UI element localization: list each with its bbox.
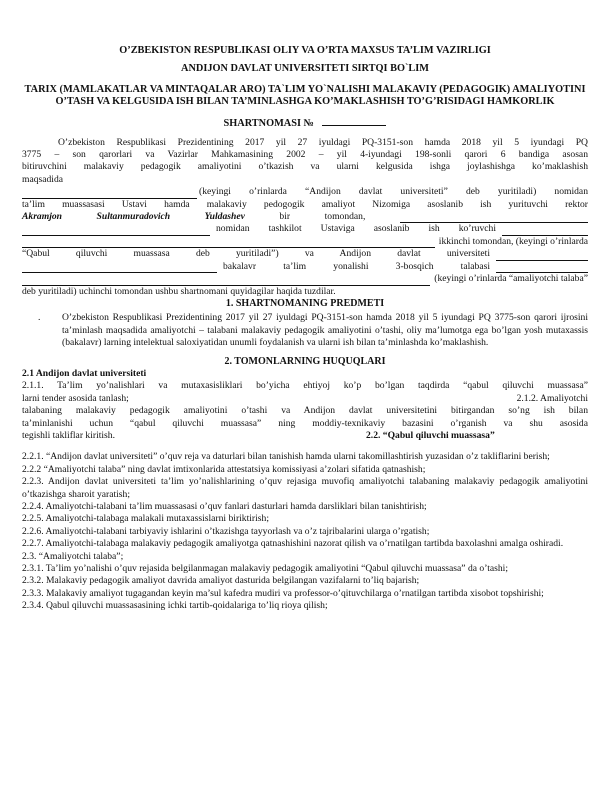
subsection-2-3-title: 2.3. “Amaliyotchi talaba”; xyxy=(22,550,124,562)
clause-2-3-2: 2.3.2. Malakaviy pedagogik amaliyot davrida amaliyot dasturida belgilangan vazifalarni to’liq bajarish; xyxy=(22,575,420,587)
clause-2-3-3: 2.3.3. Malakaviy amaliyot tugagandan keyin ma’sul kafedra mudiri va professor-o’qituvchilarga o’rnatilgan tartibda xisobot topshirishi; xyxy=(22,587,544,599)
clause-text: larni tender asosida tanlash; xyxy=(22,392,129,404)
preamble-line xyxy=(22,174,588,186)
clause-2-2-6: 2.2.6. Amaliyotchi-talabani tarbiyaviy ishlarini o’tkazishga tayyorlash va o’z tajribalarini ularga o’rgatish; xyxy=(22,525,430,537)
organization-blank xyxy=(400,213,588,223)
preamble-line xyxy=(22,186,588,198)
section-1-item xyxy=(22,312,588,349)
preamble-line: 3775 – son qarorlari va Vazirlar Mahkamasining 2002 – yil 4-iyundagi 198-sonli qarori 6 bandiga asosan xyxy=(22,149,588,161)
contract-title xyxy=(22,116,588,130)
preamble-text: nomidan tashkilot Ustaviga asoslanib ish ko’ruvchi xyxy=(216,223,496,235)
section-1-text: O’zbekiston Respublikasi Prezidentining 2017 yil 27 iyuldagi PQ-3151-son hamda 2018 yil 5 iyundagi PQ 3775-son qarori ijrosini ta’minlash maqsadida amaliyotchi – talabani malakaviy pedagogik amaliyotini o’tashi, oliy ma’lumotga ega bo’lgan yosh mutaxassis (bakalavr) larning intelektual saloxiyatidan unumli foydalanish va ularni ish bilan ta’minlashda ko’maklashish. xyxy=(62,312,588,349)
preamble-line xyxy=(22,248,588,260)
preamble-line xyxy=(22,211,588,223)
preamble xyxy=(22,137,588,298)
clause-2-2-2: 2.2.2 “Amaliyotchi talaba” ning davlat imtixonlarida attestatsiya komissiyasi a’zolari sifatida qatnashish; xyxy=(22,463,426,475)
clause-2-1-1: 2.1.1. Ta’lim yo’nalishlari va mutaxasisliklari bo’yicha ehtiyoj ko’p bo’lgan taqdirda “qabul qiluvchi muassasa” xyxy=(22,380,588,392)
preamble-text: bakalavr ta’lim yonalishi 3-bosqich talabasi xyxy=(223,260,490,272)
rector-name-patronymic: Sultanmuradovich xyxy=(96,211,171,223)
preamble-line: ta’lim muassasasi Ustavi hamda malakaviy pedogogik amaliyot Nizomiga asoslanib ish yurituvchi rektor xyxy=(22,198,588,210)
organization-name-blank xyxy=(22,226,210,236)
student-name-blank xyxy=(22,276,430,286)
preamble-text: ikkinchi tomondan, (keyingi o’rinlarda xyxy=(438,235,588,247)
preamble-line: deb yuritiladi) uchinchi tomondan ushbu shartnomani quyidagilar haqida tuzdilar. xyxy=(22,285,336,297)
preamble-text: bir xyxy=(279,211,291,223)
rector-name-first: Akramjon xyxy=(22,211,62,223)
contract-number-blank xyxy=(322,116,386,126)
preamble-text: (keyingi o’rinlarda “Andijon davlat universiteti” deb yuritiladi) nomidan xyxy=(199,186,588,198)
clause-2-3-4: 2.3.4. Qabul qiluvchi muassasasining ichki tartib-qoidalariga to’liq rioya qilish; xyxy=(22,600,328,612)
clause-2-1-1-cont xyxy=(22,393,588,405)
preamble-line xyxy=(22,223,588,235)
subsection-2-2-title: 2.2. “Qabul qiluvchi muassasa” xyxy=(366,429,495,441)
preamble-text: “Qabul qiluvchi muassasa deb yuritiladi”) va Andijon davlat universiteti xyxy=(22,248,490,260)
section-2-title: 2. TOMONLARNING HUQUQLARI xyxy=(224,355,386,367)
director-blank xyxy=(502,226,588,236)
clause-text: tegishli takliflar kiritish. xyxy=(22,429,115,441)
direction-blank xyxy=(22,263,217,273)
preamble-text: tomondan, xyxy=(324,211,366,223)
preamble-line xyxy=(22,273,588,285)
preamble-line: O’zbekiston Respublikasi Prezidentining 2017 yil 27 iyuldagi PQ-3151-son hamda 2018 yil 5 iyundagi PQ xyxy=(58,136,588,148)
preamble-text: (keyingi o’rinlarda “amaliyotchi talaba” xyxy=(434,273,588,285)
clause-2-2-3: 2.2.3. Andijon davlat universiteti ta’lim yo’nalishlarining o’quv rejasiga muvofiq amaliyotchi talabaning malakaviy pedagogik amaliyotini o’tkazishga sharoit yaratish; xyxy=(22,476,588,500)
rector-name-last: Yuldashev xyxy=(204,211,245,223)
preamble-line xyxy=(22,236,588,248)
clause-2-2-7: 2.2.7. Amaliyotchi-talabaga malakaviy pedagogik amaliyotga qatnashishini nazorat qilish va o’rnatilgan tartibda baxolashni amalga oshiradi. xyxy=(22,538,564,550)
clause-2-1-2-number: 2.1.2. Amaliyotchi xyxy=(516,392,588,404)
subsection-2-1-title: 2.1 Andijon davlat universiteti xyxy=(22,367,147,379)
ministry-heading: O’ZBEKISTON RESPUBLIKASI OLIY VA O’RTA MAXSUS TA’LIM VAZIRLIGI xyxy=(119,45,491,56)
section-1-title: 1. SHARTNOMANING PREDMETI xyxy=(225,297,385,309)
faculty-blank xyxy=(496,251,588,261)
student-blank xyxy=(496,263,588,273)
contract-title-text: SHARTNOMASI № xyxy=(223,118,314,130)
clause-2-1-2-cont: ta’minlanishi uchun “qabul qiluvchi muassasa” ning moddiy-texnikaviy bazasini o’rganish va shu asosida xyxy=(22,417,588,429)
preamble-line xyxy=(22,261,588,273)
director-name-blank xyxy=(22,238,435,248)
university-name-blank xyxy=(22,189,197,199)
clause-2-2-4: 2.2.4. Amaliyotchi-talabani ta’lim muassasasi o’quv fanlari dasturlari hamda darsliklari bilan tanishtirish; xyxy=(22,501,427,512)
contract-subject-heading: TARIX (MAMLAKATLAR VA MINTAQALAR ARO) TA`LIM YO`NALISHI MALAKAVIY (PEDAGOGIK) AMALIYOTINI O’TASH VA KELGUSIDA ISH BILAN TA’MINLASHGA KO’MAKLASHISH TO’G’RISIDAGI HAMKORLIK xyxy=(24,83,586,108)
university-heading: ANDIJON DAVLAT UNIVERSITETI SIRTQI BO`LIM xyxy=(181,63,429,75)
section-1-bullet: . xyxy=(38,312,41,324)
clause-2-2-5: 2.2.5. Amaliyotchi-talabaga malakali mutaxassislarni biriktirish; xyxy=(22,513,269,525)
contract-page xyxy=(22,45,588,613)
clause-2-2-1: 2.2.1. “Andijon davlat universiteti” o’quv reja va daturlari bilan tanishish hamda ularni takomillashtirish yuzasidan o’z takliflarini berish; xyxy=(22,451,550,463)
preamble-line: bitiruvchini malakaviy pedagogik amaliyotini o’tkazish va ularni kelgusida ishga joylashishga ko’maklashish xyxy=(22,161,588,173)
clause-2-1-2-end xyxy=(22,430,588,442)
clause-2-1-2: talabaning malakaviy pedagogik amaliyotini o’tashi va Andijon davlat universitetini bitirgandan so’ng ish bilan xyxy=(22,405,588,417)
clause-2-3-1: 2.3.1. Ta’lim yo’nalishi o’quv rejasida belgilanmagan malakaviy pedagogik amaliyotini “Qabul qiluvchi muassasa” da o’tashi; xyxy=(22,563,509,575)
preamble-text: maqsadida xyxy=(22,173,64,185)
